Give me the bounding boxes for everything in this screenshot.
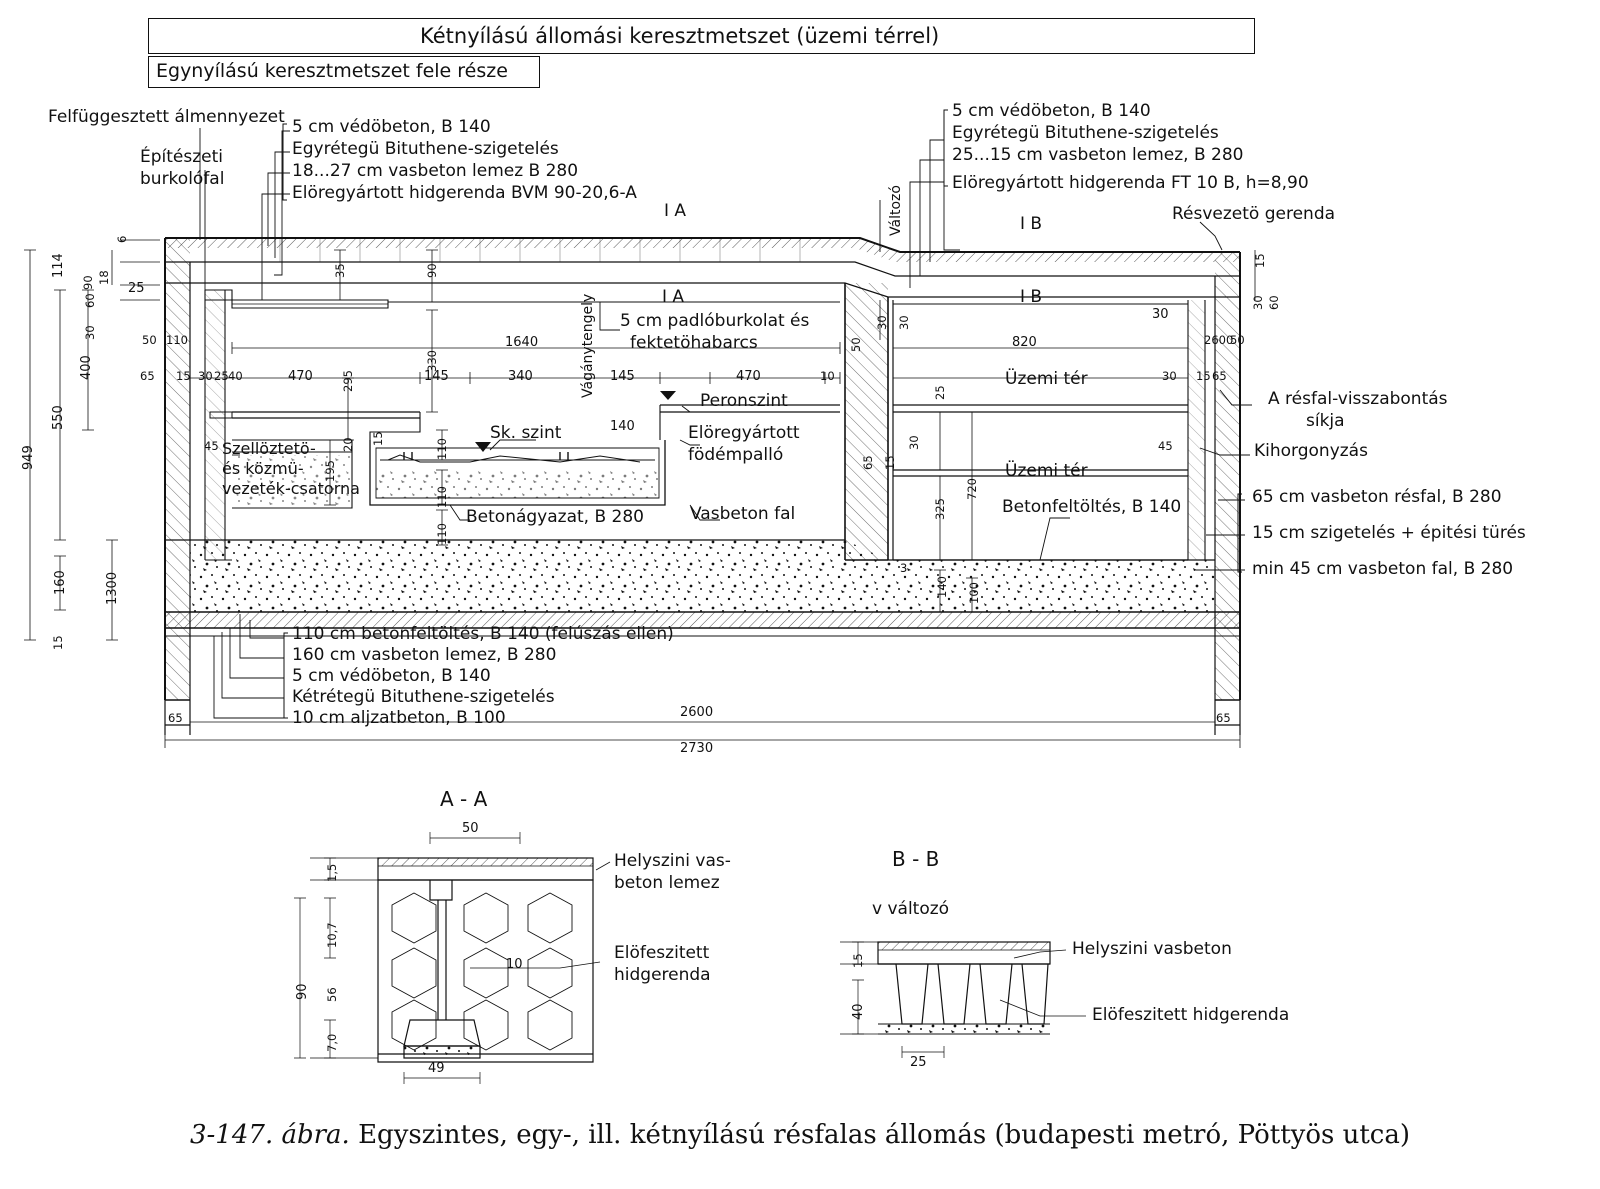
dim-50-right: 50 [1230,333,1245,347]
detail-AA-dim-49: 49 [428,1061,445,1076]
dim-110-b: 110 [435,486,449,508]
label-betonfeltoltes-right: Betonfeltöltés, B 140 [1002,497,1182,517]
dim-110-left: 110 [166,333,188,347]
label-floor-finish-1: 5 cm padlóburkolat és [620,311,810,331]
dim-65-bottom-right: 65 [1216,711,1231,725]
dim-330: 330 [425,350,439,372]
callout-architectural-wall-2: burkolófal [140,169,225,189]
dim-30-right: 30 [1152,307,1169,322]
label-kihorgonyzas: Kihorgonyzás [1254,441,1368,461]
dim-20: 20 [341,437,355,452]
dim-110-c: 110 [435,523,449,545]
right-layer-note-4: Elöregyártott hidgerenda FT 10 B, h=8,90 [952,173,1309,193]
dim-65-left: 65 [140,369,155,383]
dim-15-right: 15 [1196,369,1211,383]
bottom-note-2: 160 cm vasbeton lemez, B 280 [292,645,557,665]
left-layer-note-2: Egyrétegü Bituthene-szigetelés [292,139,559,159]
dim-35: 35 [333,263,347,278]
detail-AA-title: A - A [440,787,488,811]
dim-2730: 2730 [680,741,714,756]
dim-145-right: 145 [610,369,635,384]
label-floor-finish-2: fektetöhabarcs [630,333,758,353]
label-fodempallo-2: födémpalló [688,445,784,465]
dim-30-right2: 30 [1162,369,1177,383]
dim-25-inner: 25 [933,385,947,400]
dim-40-left: 40 [228,369,243,383]
dim-1640: 1640 [505,335,539,350]
section-mark-IA-top: I A [664,201,687,221]
label-uzemi-ter-upper: Üzemi tér [1005,369,1088,389]
dim-65-right: 65 [1212,369,1227,383]
right-side-note-3: min 45 cm vasbeton fal, B 280 [1252,559,1514,579]
detail-AA-dim-10: 10 [506,957,523,972]
bottom-note-4: Kétrétegü Bituthene-szigetelés [292,687,555,707]
dim-114: 114 [51,253,66,278]
dim-160: 160 [53,570,68,595]
detail-AA-dim-56: 56 [325,987,339,1002]
detail-BB-note-2: Elöfeszitett hidgerenda [1092,1005,1290,1025]
detail-AA-note-4: hidgerenda [614,965,711,985]
detail-AA-dim-107: 10,7 [325,922,339,948]
dim-110-right: 2600 [1204,333,1234,347]
section-mark-IA-inner: I A [662,287,685,307]
callout-suspended-ceiling: Felfüggesztett álmennyezet [48,107,285,127]
dim-18: 18 [97,270,111,285]
dim-195: 195 [323,460,337,482]
detail-AA-dim-70: 7,0 [325,1033,339,1052]
caption-number: 3-147. ábra. [189,1120,350,1150]
dim-2600: 2600 [680,705,714,720]
dim-25-left: 25 [128,281,145,296]
dim-820: 820 [1012,335,1037,350]
bottom-note-1: 110 cm betonfeltöltés, B 140 (felúszás ellen) [292,624,674,644]
dim-45-left: 45 [204,439,219,453]
dim-15-topright: 15 [1253,253,1267,268]
dim-90: 90 [81,275,95,290]
right-side-note-1: 65 cm vasbeton résfal, B 280 [1252,487,1502,507]
dim-145-left: 145 [424,369,449,384]
detail-BB-dim-15: 15 [851,953,865,968]
title-main: Kétnyílású állomási keresztmetszet (üzemi térrel) [420,24,940,48]
dim-30-topright: 30 [1251,295,1265,310]
detail-BB-dim-40: 40 [851,1003,866,1020]
dim-470-left: 470 [288,369,313,384]
dim-25-left2: 25 [214,369,229,383]
bottom-note-3: 5 cm védöbeton, B 140 [292,666,491,686]
dim-140-right: 140 [935,576,949,598]
bottom-note-5: 10 cm aljzatbeton, B 100 [292,708,506,728]
dim-3: 3 [900,561,908,575]
callout-resvezeto-gerenda: Résvezetö gerenda [1172,204,1336,224]
dim-65-bottom-left: 65 [168,711,183,725]
label-szellozteto-2: és közmü- [222,459,304,478]
dim-30: 30 [83,325,97,340]
dim-15-inner: 15 [371,431,385,446]
dim-15-inner2: 15 [883,455,897,470]
label-resfal-visszabontas-2: síkja [1306,411,1345,431]
dim-15-left2: 15 [176,369,191,383]
dim-110-a: 110 [435,438,449,460]
dim-295: 295 [341,370,355,392]
dim-45-right: 45 [1158,439,1173,453]
dim-325: 325 [933,498,947,520]
section-mark-IB-top: I B [1020,214,1043,234]
right-layer-note-2: Egyrétegü Bituthene-szigetelés [952,123,1219,143]
dim-30-inner2: 30 [897,315,911,330]
right-layer-note-1: 5 cm védöbeton, B 140 [952,101,1151,121]
label-szellozteto-3: vezeték-csatorna [222,479,360,498]
detail-AA-dim-15: 1,5 [325,863,339,882]
dim-100: 100 [967,582,981,604]
label-sk-szint: Sk. szint [490,423,562,443]
detail-AA-note-2: beton lemez [614,873,720,893]
caption-text: Egyszintes, egy-, ill. kétnyílású résfalas állomás (budapesti metró, Pöttyös utca) [358,1120,1410,1150]
dim-1300: 1300 [105,571,120,605]
left-layer-note-4: Elöregyártott hidgerenda BVM 90-20,6-A [292,183,637,203]
label-resfal-visszabontas-1: A résfal-visszabontás [1268,389,1448,409]
section-mark-IB-inner: I B [1020,287,1043,307]
detail-BB-title: B - B [892,847,940,871]
dim-50-inner: 50 [849,337,863,352]
detail-AA-note-1: Helyszini vas- [614,851,731,871]
label-vasbeton-fal: Vasbeton fal [690,504,796,524]
dim-30-inner: 30 [875,315,889,330]
label-uzemi-ter-lower: Üzemi tér [1005,461,1088,481]
label-vaganytengely: Vágánytengely [580,293,596,398]
label-betonagyazat: Betonágyazat, B 280 [466,507,644,527]
dim-15-left: 15 [51,635,65,650]
dim-50-left: 50 [142,333,157,347]
left-layer-note-1: 5 cm védöbeton, B 140 [292,117,491,137]
dim-30-left2: 30 [198,369,213,383]
left-layer-note-3: 18...27 cm vasbeton lemez B 280 [292,161,579,181]
callout-architectural-wall-1: Építészeti [140,147,224,167]
title-sub: Egynyílású keresztmetszet fele része [156,60,508,82]
label-valtozo: Változó [888,185,904,236]
dim-140-inner: 140 [610,419,635,434]
label-fodempallo-1: Elöregyártott [688,423,800,443]
dim-30-inner3: 30 [907,435,921,450]
detail-AA-note-3: Elöfeszitett [614,943,710,963]
dim-720: 720 [965,478,979,500]
label-peronszint: Peronszint [700,391,788,411]
dim-60: 60 [83,293,97,308]
detail-BB-note-1: Helyszini vasbeton [1072,939,1232,959]
dim-340: 340 [508,369,533,384]
dim-949: 949 [21,445,36,470]
dim-65-inner: 65 [861,455,875,470]
dim-10: 10 [820,369,835,383]
label-szellozteto-1: Szellöztetö- [222,439,316,458]
detail-BB-variable-note: v változó [872,899,950,919]
figure-caption [0,1120,1600,1150]
dim-470-right: 470 [736,369,761,384]
dim-550: 550 [51,405,66,430]
right-layer-note-3: 25...15 cm vasbeton lemez, B 280 [952,145,1244,165]
dim-60-topright: 60 [1267,295,1281,310]
detail-BB-dim-25: 25 [910,1055,927,1070]
dim-6: 6 [115,235,129,243]
detail-AA-dim-50: 50 [462,821,479,836]
detail-AA-dim-90: 90 [295,983,310,1000]
right-side-note-2: 15 cm szigetelés + épitési türés [1252,523,1526,543]
dim-400: 400 [79,355,94,380]
dim-90-inner: 90 [425,263,439,278]
